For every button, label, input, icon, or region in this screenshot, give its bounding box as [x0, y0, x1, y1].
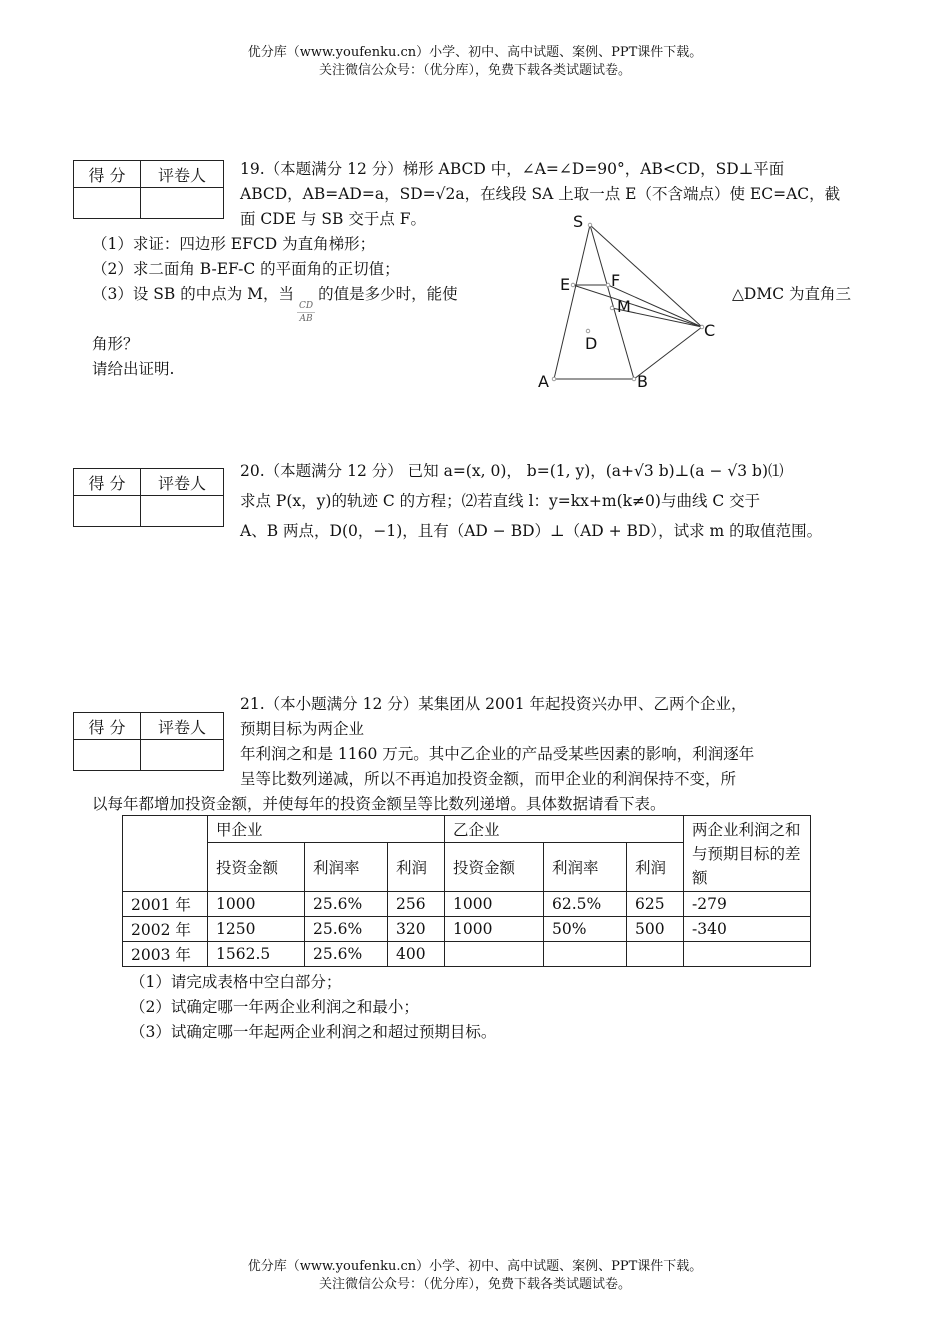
table-row — [123, 942, 811, 967]
a-invest-header: 投资金额 — [208, 843, 305, 892]
diff-cell: -279 — [684, 892, 811, 917]
b-profit-header: 利润 — [627, 843, 684, 892]
label-F: F — [611, 271, 621, 290]
point-E — [571, 283, 575, 287]
b-profit-cell: 625 — [627, 892, 684, 917]
q19-line-3: 面 CDE 与 SB 交于点 F。 — [240, 210, 427, 228]
q19-part-3-c: △DMC 为直角三 — [732, 285, 852, 303]
b-profit-cell — [627, 942, 684, 967]
diff-header: 两企业利润之和与预期目标的差额 — [684, 816, 811, 892]
q19-part-3-a: （3）设 SB 的中点为 M，当 — [92, 285, 295, 303]
b-invest-header: 投资金额 — [445, 843, 544, 892]
b-invest-cell — [445, 942, 544, 967]
score-box-q19 — [73, 160, 224, 219]
b-rate-cell: 62.5% — [544, 892, 627, 917]
b-rate-header: 利润率 — [544, 843, 627, 892]
q20-line-1: 20.（本题满分 12 分） 已知 a=(x, 0)， b=(1, y)，(a+√3 b)⊥(a − √3 b)⑴ — [240, 462, 784, 480]
q19-part-3-d: 角形？ — [92, 335, 139, 353]
score-cell — [74, 740, 141, 771]
footer-line-2: 关注微信公众号：（优分库），免费下载各类试题试卷。 — [318, 1277, 631, 1292]
b-invest-cell: 1000 — [445, 892, 544, 917]
q19-part-1: （1）求证：四边形 EFCD 为直角梯形； — [92, 235, 376, 253]
a-rate-cell: 25.6% — [305, 892, 388, 917]
page-footer — [0, 1258, 950, 1294]
table-row — [123, 917, 811, 942]
fraction-denominator: AB — [299, 314, 313, 324]
q20-line-2: 求点 P(x，y)的轨迹 C 的方程；⑵若直线 l：y=kx+m(k≠0)与曲线 C 交于 — [240, 492, 761, 510]
a-rate-cell: 25.6% — [305, 942, 388, 967]
score-label: 得 分 — [74, 161, 141, 188]
b-rate-cell: 50% — [544, 917, 627, 942]
q19-part-3-b: 的值是多少时，能使 — [318, 285, 458, 303]
score-label: 得 分 — [74, 469, 141, 496]
investment-table — [122, 815, 811, 967]
score-box-q21 — [73, 712, 224, 771]
q21-line-4: 呈等比数列递减，所以不再追加投资金额，而甲企业的利润保持不变，所 — [240, 770, 737, 788]
q19-line-1: 19.（本题满分 12 分）梯形 ABCD 中，∠A=∠D=90°，AB<CD，SD⊥平面 — [240, 160, 785, 178]
q21-line-2: 预期目标为两企业 — [240, 720, 365, 738]
label-B: B — [637, 372, 648, 391]
footer-line-1: 优分库（www.youfenku.cn）小学、初中、高中试题、案例、PPT课件下载。 — [247, 1259, 703, 1274]
point-S — [588, 223, 592, 227]
q21-line-5: 以每年都增加投资金额，并使每年的投资金额呈等比数列递增。具体数据请看下表。 — [92, 795, 666, 813]
q19-part-3-e: 请给出证明. — [92, 360, 175, 378]
score-cell — [74, 496, 141, 527]
grader-cell — [141, 740, 224, 771]
pyramid-figure — [530, 205, 730, 395]
b-rate-cell — [544, 942, 627, 967]
header-line-2: 关注微信公众号：（优分库），免费下载各类试题试卷。 — [318, 63, 631, 78]
grader-cell — [141, 496, 224, 527]
q19-part-3 — [92, 282, 458, 325]
grader-label: 评卷人 — [141, 713, 224, 740]
diff-cell — [684, 942, 811, 967]
fraction-numerator: CD — [299, 301, 314, 311]
label-E: E — [560, 275, 571, 294]
fraction-cd-ab — [297, 300, 315, 325]
label-A: A — [538, 372, 549, 391]
b-invest-cell: 1000 — [445, 917, 544, 942]
year-cell: 2002 年 — [123, 917, 208, 942]
edge-EC — [573, 285, 702, 327]
a-invest-cell: 1000 — [208, 892, 305, 917]
grader-label: 评卷人 — [141, 161, 224, 188]
group-b-header: 乙企业 — [445, 816, 684, 843]
a-profit-cell: 256 — [388, 892, 445, 917]
a-profit-header: 利润 — [388, 843, 445, 892]
a-invest-cell: 1250 — [208, 917, 305, 942]
table-row — [123, 892, 811, 917]
q21-line-3: 年利润之和是 1160 万元。其中乙企业的产品受某些因素的影响，利润逐年 — [240, 745, 755, 763]
page-header — [0, 44, 950, 80]
year-header-cell — [123, 816, 208, 892]
grader-label: 评卷人 — [141, 469, 224, 496]
label-C: C — [704, 321, 716, 340]
point-M — [610, 306, 614, 310]
q21-part-3: （3）试确定哪一年起两企业利润之和超过预期目标。 — [130, 1023, 497, 1041]
q21-part-1: （1）请完成表格中空白部分； — [130, 973, 342, 991]
q21-part-2: （2）试确定哪一年两企业利润之和最小； — [130, 998, 419, 1016]
b-profit-cell: 500 — [627, 917, 684, 942]
a-rate-header: 利润率 — [305, 843, 388, 892]
edge-SC — [590, 225, 702, 327]
a-invest-cell: 1562.5 — [208, 942, 305, 967]
q19-line-2: ABCD，AB=AD=a，SD=√2a，在线段 SA 上取一点 E（不含端点）使 EC=AC，截 — [240, 185, 841, 203]
a-profit-cell: 400 — [388, 942, 445, 967]
score-cell — [74, 188, 141, 219]
group-a-header: 甲企业 — [208, 816, 445, 843]
grader-cell — [141, 188, 224, 219]
point-F — [606, 283, 610, 287]
q20-line-3: A、B 两点，D(0，−1)，且有（AD − BD）⊥（AD + BD），试求 m 的取值范围。 — [240, 522, 823, 540]
q19-part-2: （2）求二面角 B-EF-C 的平面角的正切值； — [92, 260, 400, 278]
score-label: 得 分 — [74, 713, 141, 740]
label-D: D — [585, 334, 598, 353]
diff-cell: -340 — [684, 917, 811, 942]
header-line-1: 优分库（www.youfenku.cn）小学、初中、高中试题、案例、PPT课件下载。 — [247, 45, 703, 60]
edge-SA — [554, 225, 590, 379]
label-S: S — [573, 212, 584, 231]
table-header-row — [123, 816, 811, 843]
point-A — [552, 377, 556, 381]
a-rate-cell: 25.6% — [305, 917, 388, 942]
year-cell: 2001 年 — [123, 892, 208, 917]
point-B — [632, 377, 636, 381]
year-cell: 2003 年 — [123, 942, 208, 967]
point-D — [586, 329, 590, 333]
score-box-q20 — [73, 468, 224, 527]
label-M: M — [617, 297, 631, 316]
q21-line-1: 21.（本小题满分 12 分）某集团从 2001 年起投资兴办甲、乙两个企业， — [240, 695, 747, 713]
a-profit-cell: 320 — [388, 917, 445, 942]
